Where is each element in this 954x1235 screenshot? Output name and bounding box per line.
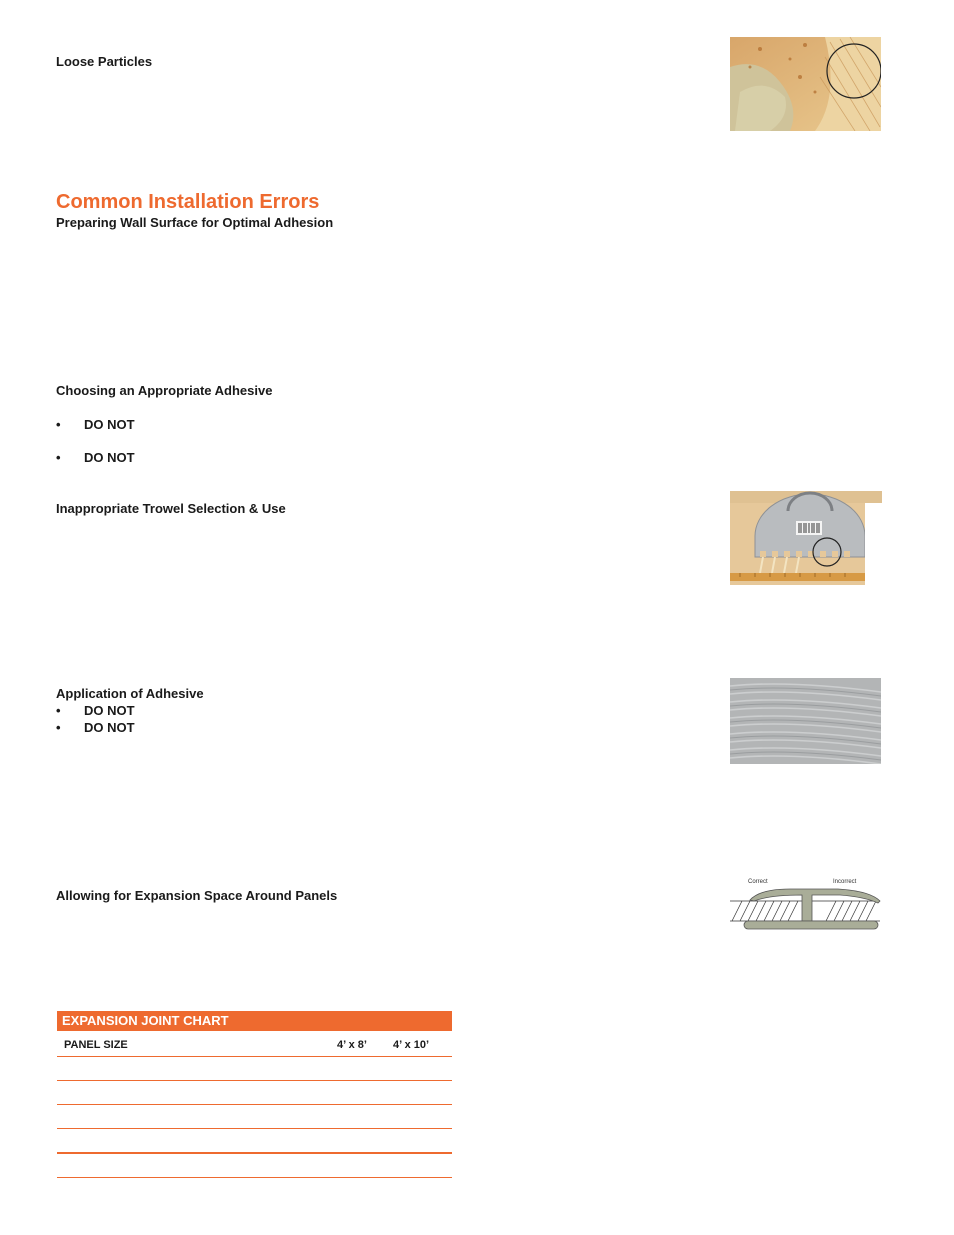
chart-column-headers [57, 1031, 452, 1057]
col-4x8: 4’ x 8’ [337, 1039, 367, 1051]
heading-expansion-space: Allowing for Expansion Space Around Panels [56, 888, 338, 903]
list-item [56, 720, 135, 735]
chart-title: EXPANSION JOINT CHART [57, 1011, 452, 1031]
bullet-text: DO NOT [84, 703, 135, 718]
bullet-marker: • [56, 720, 61, 735]
table-row [57, 1154, 452, 1178]
list-item [56, 417, 135, 432]
heading-loose-particles: Loose Particles [56, 54, 153, 69]
page-title: Common Installation Errors [56, 191, 320, 213]
wood-particles-photo [730, 37, 881, 131]
table-row [57, 1081, 452, 1105]
col-4x10: 4’ x 10’ [393, 1039, 430, 1051]
heading-preparing-wall: Preparing Wall Surface for Optimal Adhesion [56, 215, 334, 230]
adhesive-ridges-photo [730, 678, 881, 764]
diagram-label-correct: Correct [748, 879, 768, 885]
table-row [57, 1105, 452, 1129]
bullet-marker: • [56, 703, 61, 718]
molding-cross-section [730, 877, 882, 933]
molding-diagram [730, 877, 882, 933]
col-panel-size: PANEL SIZE [64, 1039, 128, 1051]
bullet-marker: • [56, 450, 61, 465]
trowel-photo [730, 491, 882, 585]
list-item [56, 450, 135, 465]
bullet-text: DO NOT [84, 450, 135, 465]
heading-trowel: Inappropriate Trowel Selection & Use [56, 501, 286, 516]
bullet-marker: • [56, 417, 61, 432]
heading-choosing-adhesive: Choosing an Appropriate Adhesive [56, 383, 273, 398]
bullet-text: DO NOT [84, 417, 135, 432]
table-row [57, 1129, 452, 1154]
list-item [56, 703, 135, 718]
table-row [57, 1057, 452, 1081]
bullet-text: DO NOT [84, 720, 135, 735]
diagram-label-incorrect: Incorrect [833, 879, 857, 885]
heading-application: Application of Adhesive [56, 686, 204, 701]
expansion-joint-chart [57, 1011, 452, 1178]
